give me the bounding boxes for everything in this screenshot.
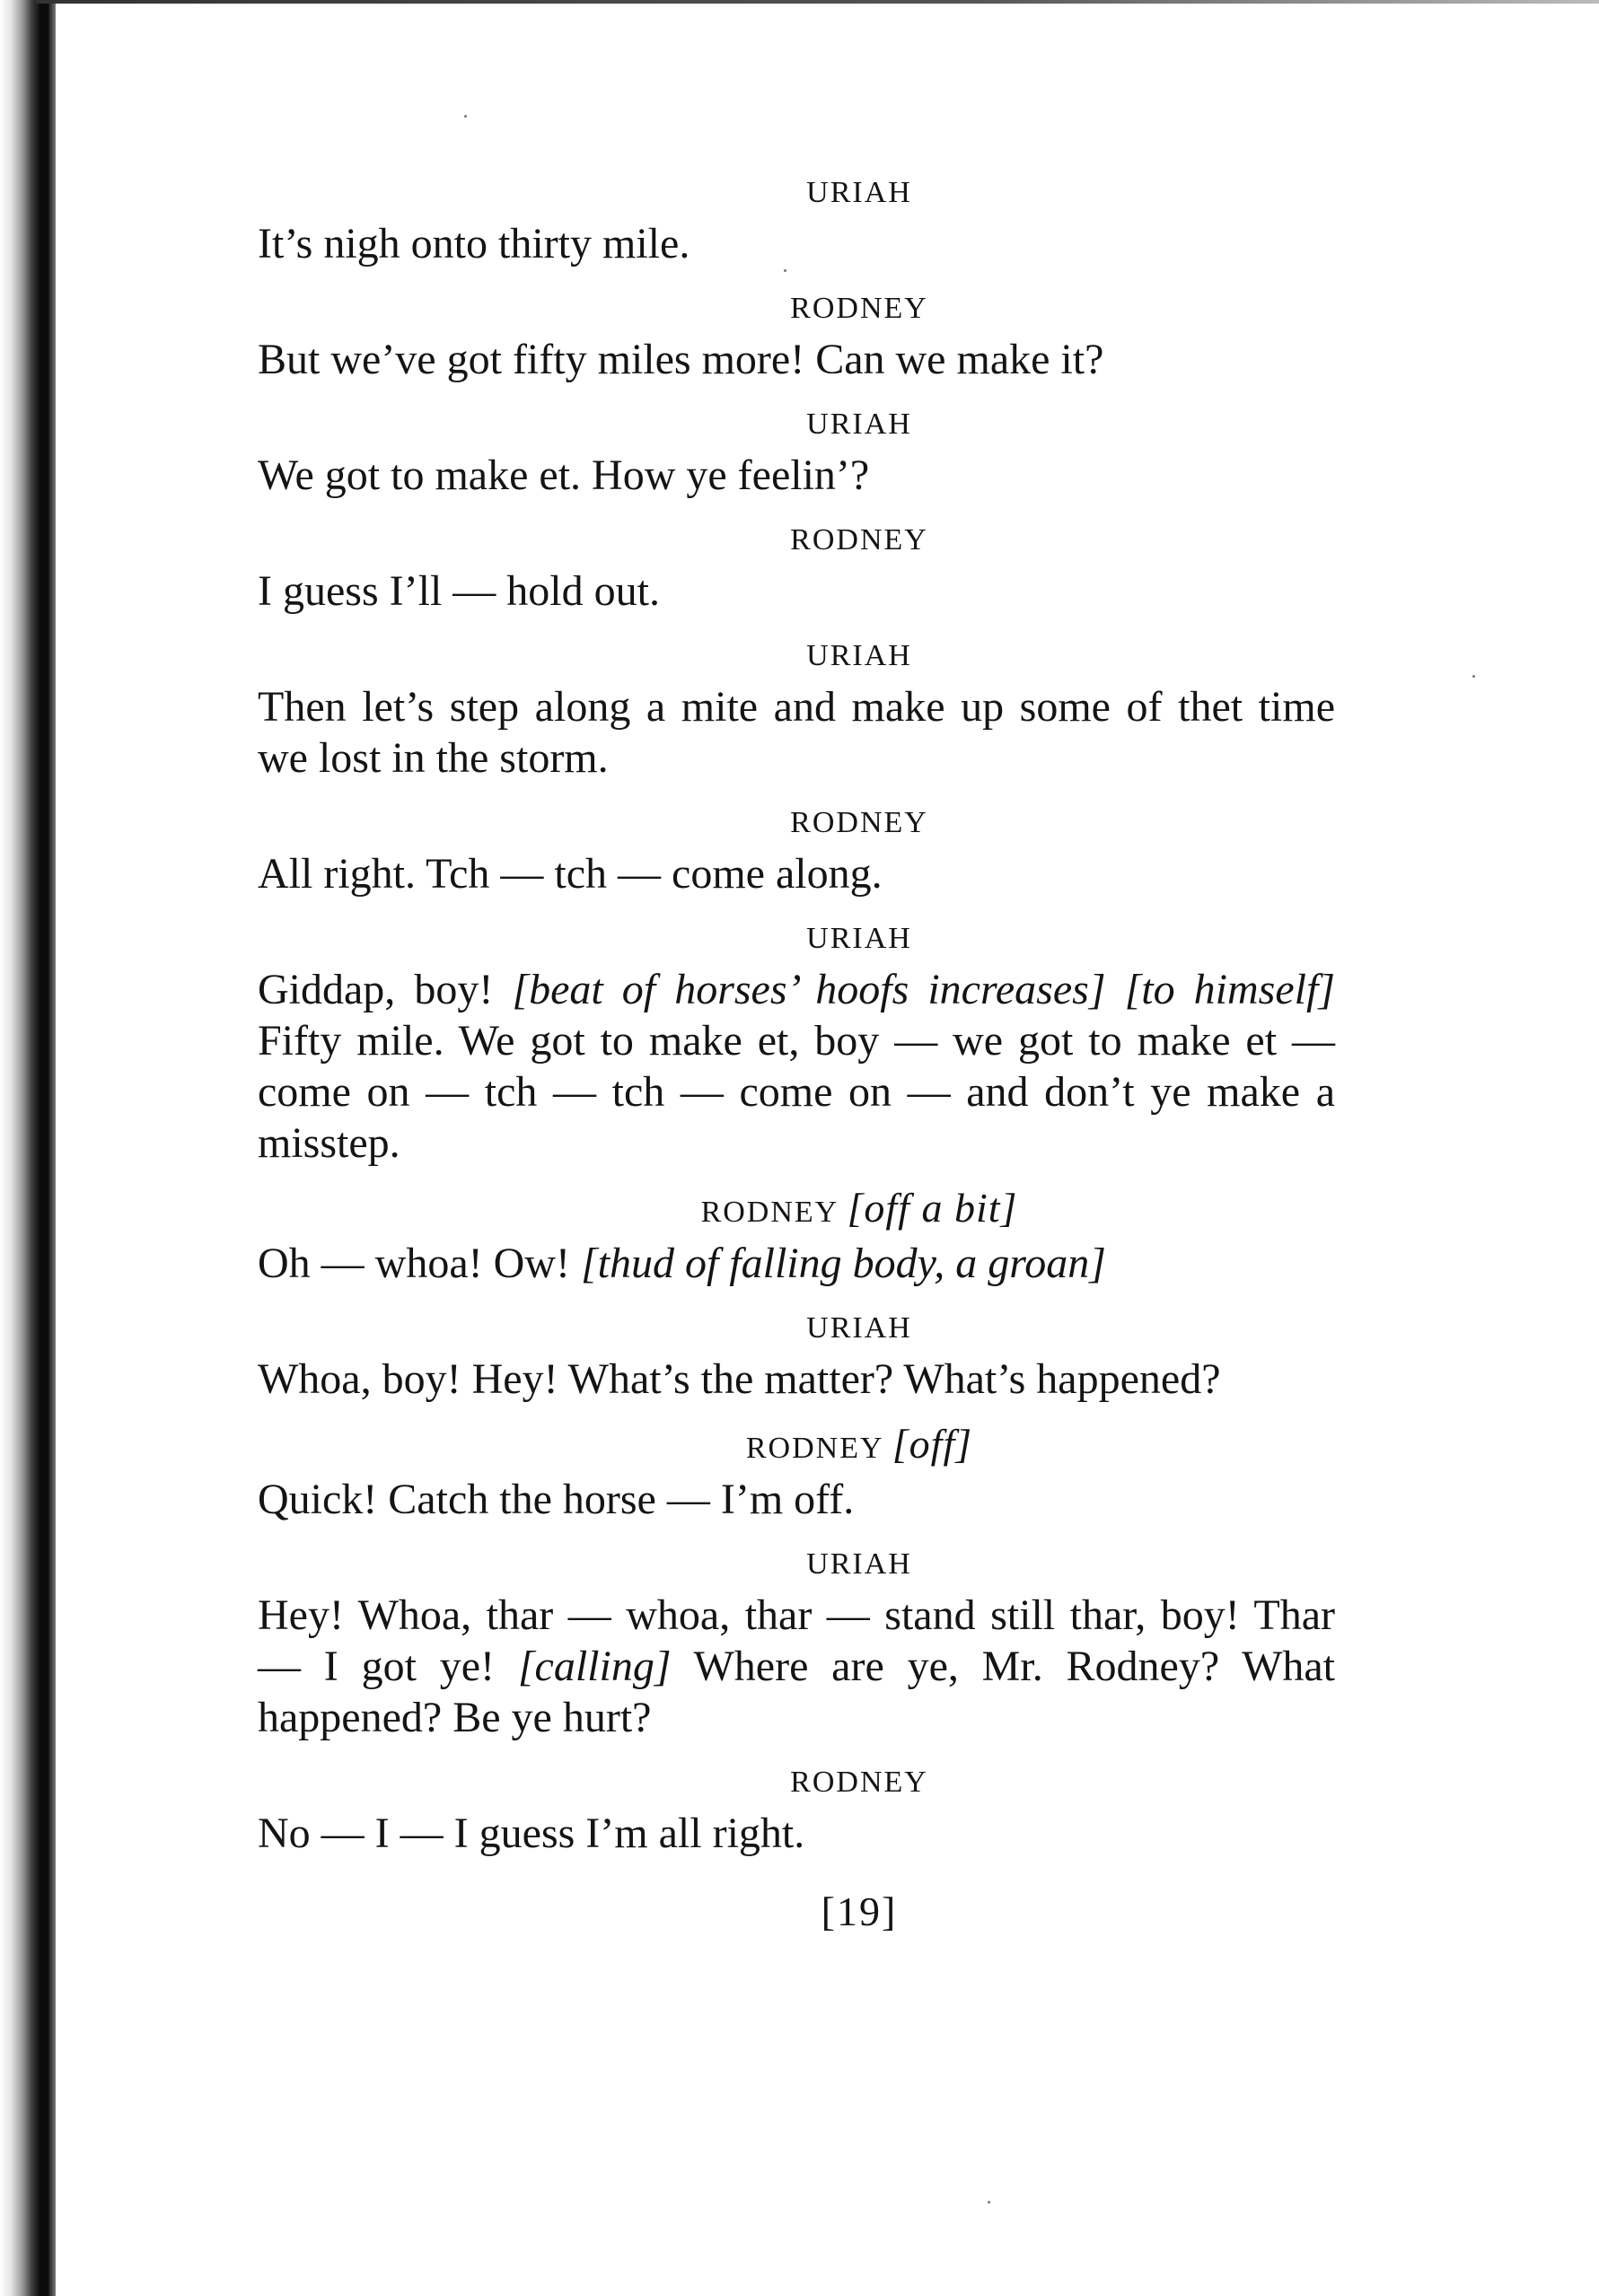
speaker-label: RODNEY xyxy=(700,1196,838,1229)
dialogue-text: Hey! Whoa, thar — whoa, thar — stand still thar, boy! Thar — I got ye! xyxy=(258,1591,1335,1690)
speaker-name: RODNEY xyxy=(790,292,928,325)
speaker-direction: [off] xyxy=(892,1421,973,1467)
speaker-name: URIAH xyxy=(806,922,912,955)
dialogue-line: But we’ve got fifty miles more! Can we make it? xyxy=(258,336,1104,383)
dialogue-text: Fifty mile. We got to make et, boy — we got to make et — come on — tch — tch — come on — and don’t ye make a misstep. xyxy=(258,1017,1335,1167)
dialogue-line xyxy=(258,1238,1335,1289)
page-number: [19] xyxy=(821,1889,898,1934)
speaker-name: URIAH xyxy=(806,639,912,672)
stage-direction: [beat of horses’ hoofs increases] xyxy=(512,966,1106,1013)
speaker-name: URIAH xyxy=(806,1547,912,1581)
print-speck xyxy=(1472,675,1475,678)
dialogue-line: Whoa, boy! Hey! What’s the matter? What’s happened? xyxy=(258,1355,1221,1403)
speaker-name: RODNEY xyxy=(790,806,928,839)
dialogue-text: Oh — whoa! Ow! xyxy=(258,1240,570,1287)
speaker-name: URIAH xyxy=(806,176,912,209)
dialogue-line xyxy=(258,964,1335,1169)
dialogue-line: It’s nigh onto thirty mile. xyxy=(258,220,690,267)
stage-direction: [calling] xyxy=(517,1643,672,1690)
play-script xyxy=(258,175,1335,1935)
stage-direction: [to himself] xyxy=(1124,966,1336,1013)
speaker-name xyxy=(383,1421,1335,1467)
dialogue-line: I guess I’ll — hold out. xyxy=(258,567,660,615)
speaker-name xyxy=(383,1185,1335,1231)
print-speck xyxy=(464,115,467,118)
speaker-label: RODNEY xyxy=(745,1432,883,1465)
speaker-name: RODNEY xyxy=(790,523,928,556)
dialogue-text: Giddap, boy! xyxy=(258,966,494,1013)
dialogue-line: All right. Tch — tch — come along. xyxy=(258,850,883,898)
speaker-name: URIAH xyxy=(806,407,912,441)
dialogue-line: We got to make et. How ye feelin’? xyxy=(258,451,870,499)
dialogue-line: No — I — I guess I’m all right. xyxy=(258,1810,805,1857)
stage-direction: [thud of falling body, a groan] xyxy=(580,1240,1106,1287)
speaker-name: URIAH xyxy=(806,1311,912,1345)
page-top-edge xyxy=(36,0,1599,4)
speaker-name: RODNEY xyxy=(790,1766,928,1799)
dialogue-line: Then let’s step along a mite and make up some of thet time we lost in the storm. xyxy=(258,683,1335,782)
print-speck xyxy=(988,2201,990,2204)
dialogue-text: Where are ye, Mr. Rodney? What happened? Be ye hurt? xyxy=(258,1643,1336,1741)
dialogue-line xyxy=(258,1590,1335,1743)
book-spine-edge xyxy=(40,0,48,2296)
speaker-direction: [off a bit] xyxy=(847,1185,1018,1231)
dialogue-line: Quick! Catch the horse — I’m off. xyxy=(258,1476,855,1523)
